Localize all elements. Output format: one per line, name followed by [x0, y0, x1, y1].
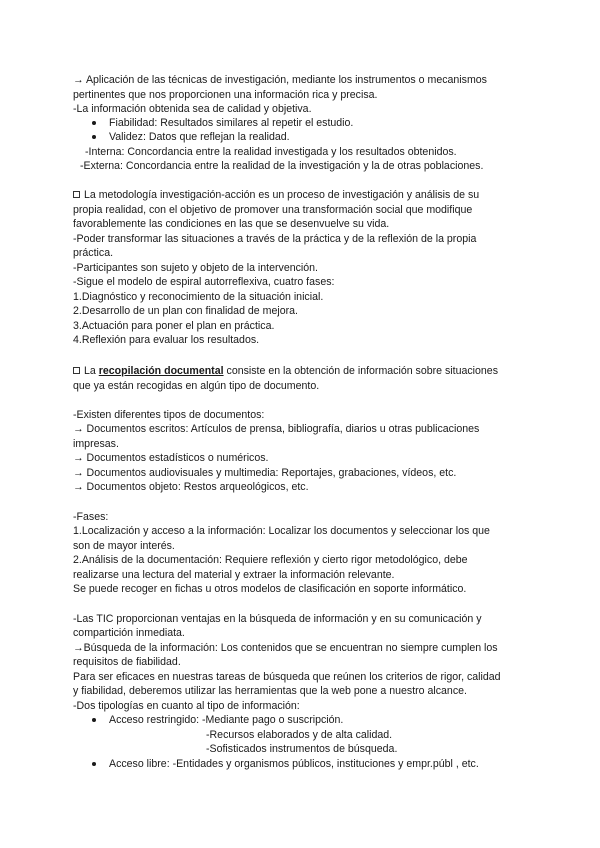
text-line: y fiabilidad, deberemos utilizar las herramientas que la web pone a nuestro alcance. [73, 685, 467, 697]
text-line: práctica. [73, 247, 114, 259]
text-line: propia realidad, con el objetivo de promover una transformación social que modifique [73, 204, 473, 216]
bullet-icon [92, 121, 96, 125]
text-line: 4.Reflexión para evaluar los resultados. [73, 334, 260, 346]
list-item-continuation: -Sofisticados instrumentos de búsqueda. [206, 743, 398, 755]
text-line: -Externa: Concordancia entre la realidad de la investigación y la de otras poblaciones. [80, 160, 484, 172]
text-line [73, 188, 479, 202]
text-line: 1.Diagnóstico y reconocimiento de la situación inicial. [73, 291, 324, 303]
text-line: -Poder transformar las situaciones a través de la práctica y de la reflexión de la propia [73, 233, 477, 245]
text-fragment: La [84, 365, 96, 377]
checkbox-icon [73, 191, 80, 198]
text-line: → Documentos audiovisuales y multimedia: Reportajes, grabaciones, vídeos, etc. [73, 467, 457, 479]
text-line: -Interna: Concordancia entre la realidad investigada y los resultados obtenidos. [85, 146, 457, 158]
text-line: -Existen diferentes tipos de documentos: [73, 409, 265, 421]
highlighted-term: recopilación documental [98, 365, 224, 377]
text-line: -Las TIC proporcionan ventajas en la búsqueda de información y en su comunicación y [73, 613, 482, 625]
text-line: compartición inmediata. [73, 627, 185, 639]
text-line: realizarse una lectura del material y extraer la información relevante. [73, 569, 395, 581]
text-fragment: La metodología investigación-acción es un proceso de investigación y análisis de su [84, 189, 480, 201]
text-line: que ya están recogidas en algún tipo de documento. [73, 380, 320, 392]
list-item: Acceso libre: -Entidades y organismos públicos, instituciones y empr.públ , etc. [109, 758, 479, 770]
bullet-icon [92, 135, 96, 139]
text-line: 2.Análisis de la documentación: Requiere reflexión y cierto rigor metodológico, debe [73, 554, 468, 566]
text-line: 2.Desarrollo de un plan con finalidad de mejora. [73, 305, 298, 317]
list-item-continuation: -Recursos elaborados y de alta calidad. [206, 729, 393, 741]
text-line: →Búsqueda de la información: Los contenidos que se encuentran no siempre cumplen los [73, 642, 498, 654]
text-line: → Aplicación de las técnicas de investigación, mediante los instrumentos o mecanismos [73, 74, 487, 86]
text-line: → Documentos estadísticos o numéricos. [73, 452, 269, 464]
text-line: -Dos tipologías en cuanto al tipo de información: [73, 700, 300, 712]
text-line: Se puede recoger en fichas u otros modelos de clasificación en soporte informático. [73, 583, 467, 595]
text-line: → Documentos escritos: Artículos de prensa, bibliografía, diarios u otras publicaciones [73, 423, 480, 435]
text-line: 1.Localización y acceso a la información: Localizar los documentos y seleccionar los que [73, 525, 490, 537]
text-line: -La información obtenida sea de calidad y objetiva. [73, 103, 312, 115]
text-line: Para ser eficaces en nuestras tareas de búsqueda que reúnen los criterios de rigor, calidad [73, 671, 501, 683]
list-item: Acceso restringido: -Mediante pago o suscripción. [109, 714, 344, 726]
text-line: impresas. [73, 438, 119, 450]
checkbox-icon [73, 367, 80, 374]
text-line: -Participantes son sujeto y objeto de la intervención. [73, 262, 318, 274]
bullet-icon [92, 718, 96, 722]
text-line: -Sigue el modelo de espiral autorreflexiva, cuatro fases: [73, 276, 335, 288]
text-line: son de mayor interés. [73, 540, 175, 552]
text-line: favorablemente las condiciones en las que se desenvuelve su vida. [73, 218, 390, 230]
list-item: Validez: Datos que reflejan la realidad. [109, 131, 290, 143]
text-line: 3.Actuación para poner el plan en práctica. [73, 320, 275, 332]
text-line: → Documentos objeto: Restos arqueológicos, etc. [73, 481, 309, 493]
text-fragment: consiste en la obtención de información sobre situaciones [226, 365, 498, 377]
list-item: Fiabilidad: Resultados similares al repetir el estudio. [109, 117, 354, 129]
text-line: requisitos de fiabilidad. [73, 656, 181, 668]
text-line [73, 364, 498, 378]
bullet-icon [92, 762, 96, 766]
text-line: -Fases: [73, 511, 109, 523]
text-line: pertinentes que nos proporcionen una información rica y precisa. [73, 89, 378, 101]
